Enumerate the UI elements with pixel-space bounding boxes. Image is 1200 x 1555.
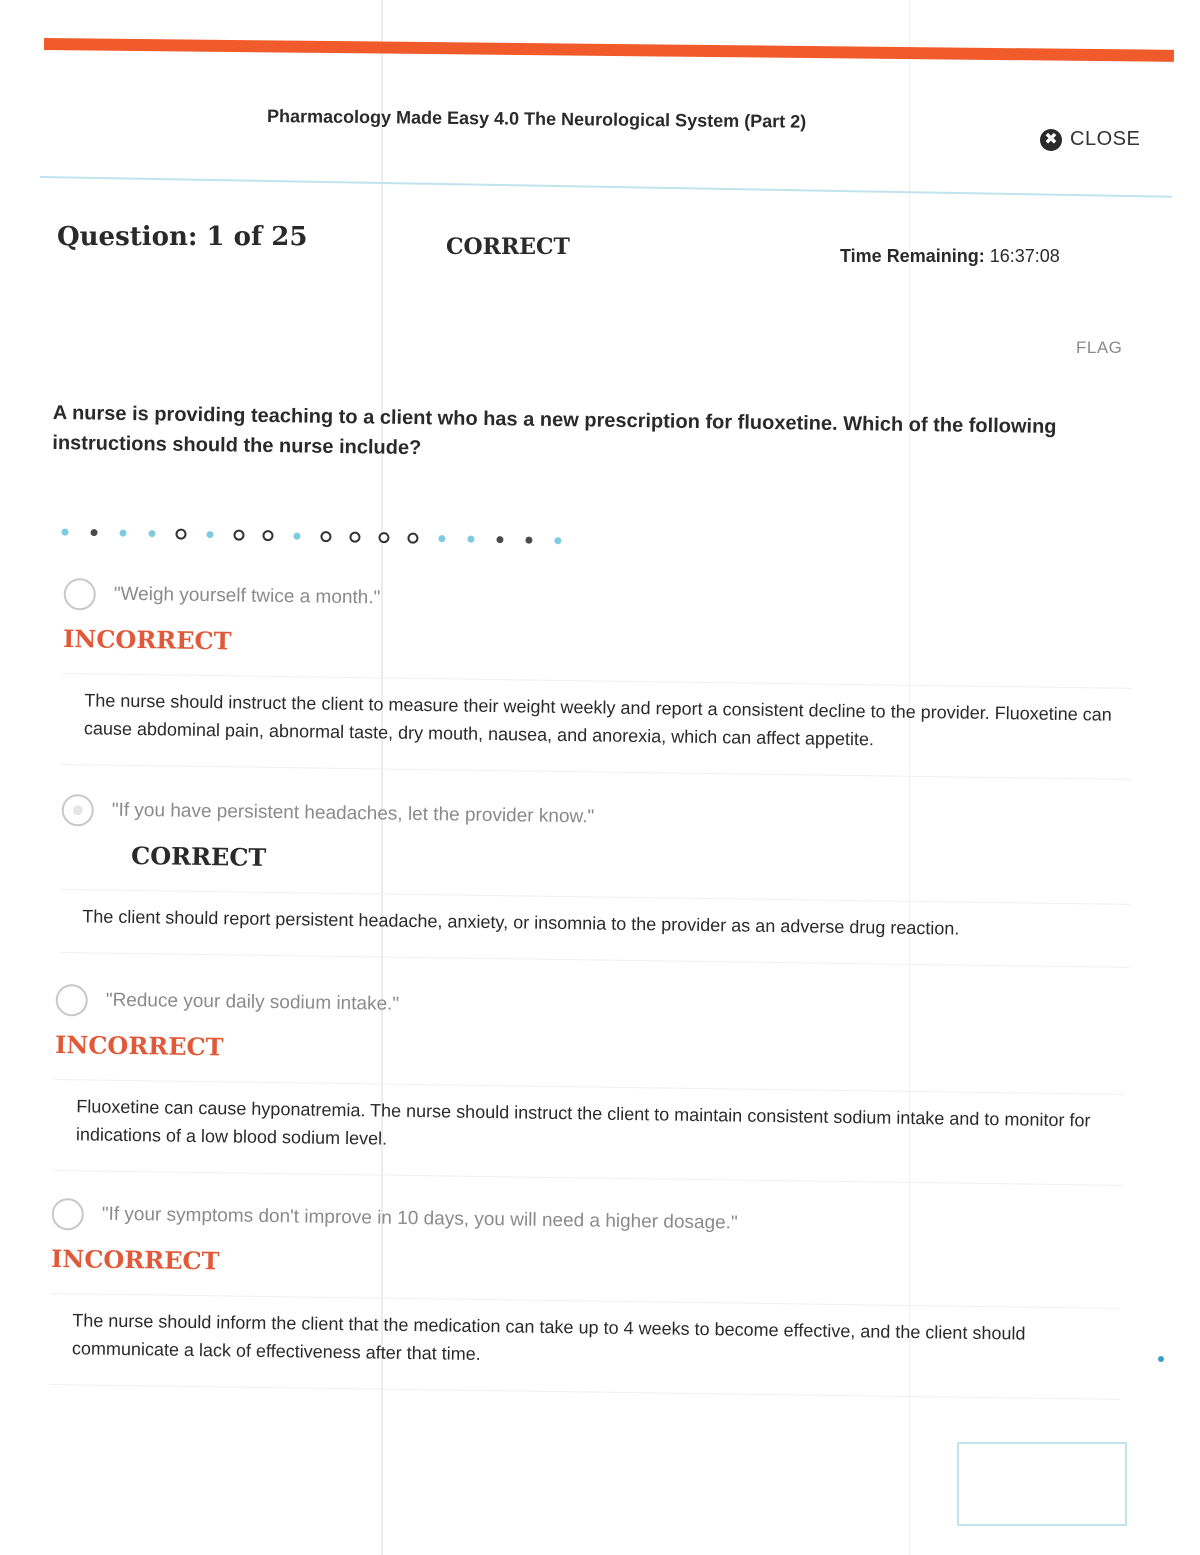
answer-option-text: "If you have persistent headaches, let the provider know." xyxy=(111,799,595,828)
answer-option-text: "Weigh yourself twice a month." xyxy=(113,583,381,609)
verdict-label: INCORRECT xyxy=(62,623,232,656)
next-button-frame[interactable] xyxy=(957,1442,1127,1526)
verdict-label: INCORRECT xyxy=(54,1029,224,1062)
progress-dot[interactable] xyxy=(438,535,445,542)
header-divider xyxy=(40,176,1172,198)
close-button[interactable] xyxy=(1040,128,1140,151)
progress-dot[interactable] xyxy=(320,531,331,542)
answer-option-text: "If your symptoms don't improve in 10 days, you will need a higher dosage." xyxy=(101,1203,738,1234)
page-title: Pharmacology Made Easy 4.0 The Neurological System (Part 2) xyxy=(266,106,807,132)
progress-dot[interactable] xyxy=(407,533,418,544)
progress-dot[interactable] xyxy=(349,532,360,543)
result-status: CORRECT xyxy=(446,234,570,260)
verdict-label: INCORRECT xyxy=(50,1243,220,1276)
radio-button[interactable] xyxy=(64,578,96,610)
answer-option-choice[interactable] xyxy=(64,578,1134,625)
progress-dot[interactable] xyxy=(175,529,186,540)
progress-dot[interactable] xyxy=(148,530,155,537)
verdict-label: CORRECT xyxy=(130,840,267,872)
rationale-text: The nurse should instruct the client to measure their weight weekly and report a consistent decline to the provider. Fluoxetine can cause abdominal pain, abnormal taste, dry mouth, nausea, and anorexia, which can affect appetite. xyxy=(61,673,1132,780)
answer-option xyxy=(53,984,1126,1186)
answer-option-choice[interactable] xyxy=(52,1198,1122,1245)
radio-button-selected[interactable] xyxy=(62,794,94,826)
progress-dot[interactable] xyxy=(293,533,300,540)
close-label: CLOSE xyxy=(1070,128,1141,150)
time-remaining xyxy=(840,246,1060,267)
progress-dot[interactable] xyxy=(262,530,273,541)
radio-button[interactable] xyxy=(56,984,88,1016)
progress-dot[interactable] xyxy=(90,529,97,536)
time-remaining-value: 16:37:08 xyxy=(989,246,1060,266)
answer-option-text: "Reduce your daily sodium intake." xyxy=(105,989,400,1015)
radio-button[interactable] xyxy=(52,1198,84,1230)
progress-dot[interactable] xyxy=(378,532,389,543)
scroll-indicator-dot xyxy=(1158,1356,1164,1362)
rationale-text: The nurse should inform the client that the medication can take up to 4 weeks to become effective, and the client should communicate a lack of effectiveness after that time. xyxy=(49,1293,1120,1400)
time-remaining-label: Time Remaining: xyxy=(840,246,985,266)
close-circle-icon: ✖ xyxy=(1040,129,1062,151)
question-stem: A nurse is providing teaching to a client who has a new prescription for fluoxetine. Which of the following instructions should the nurse include? xyxy=(52,401,1057,460)
question-counter: Question: 1 of 25 xyxy=(57,222,308,252)
top-accent-bar xyxy=(44,38,1174,62)
answer-option-choice[interactable] xyxy=(56,984,1126,1031)
flag-button[interactable]: FLAG xyxy=(1076,338,1123,357)
progress-dot[interactable] xyxy=(525,537,532,544)
progress-dot[interactable] xyxy=(206,531,213,538)
answer-option xyxy=(61,578,1134,780)
answer-option xyxy=(60,794,1132,968)
rationale-text: Fluoxetine can cause hyponatremia. The nurse should instruct the client to maintain consistent sodium intake and to monitor for indications of a low blood sodium level. xyxy=(53,1079,1124,1186)
answer-option xyxy=(49,1198,1122,1400)
progress-dot[interactable] xyxy=(467,536,474,543)
progress-dot[interactable] xyxy=(61,529,68,536)
progress-dot[interactable] xyxy=(496,536,503,543)
progress-dot[interactable] xyxy=(233,530,244,541)
progress-dot[interactable] xyxy=(554,537,561,544)
rationale-text: The client should report persistent headache, anxiety, or insomnia to the provider as an adverse drug reaction. xyxy=(60,889,1131,968)
question-progress-dots xyxy=(60,522,570,551)
progress-dot[interactable] xyxy=(119,530,126,537)
answer-option-choice[interactable] xyxy=(62,794,1132,841)
